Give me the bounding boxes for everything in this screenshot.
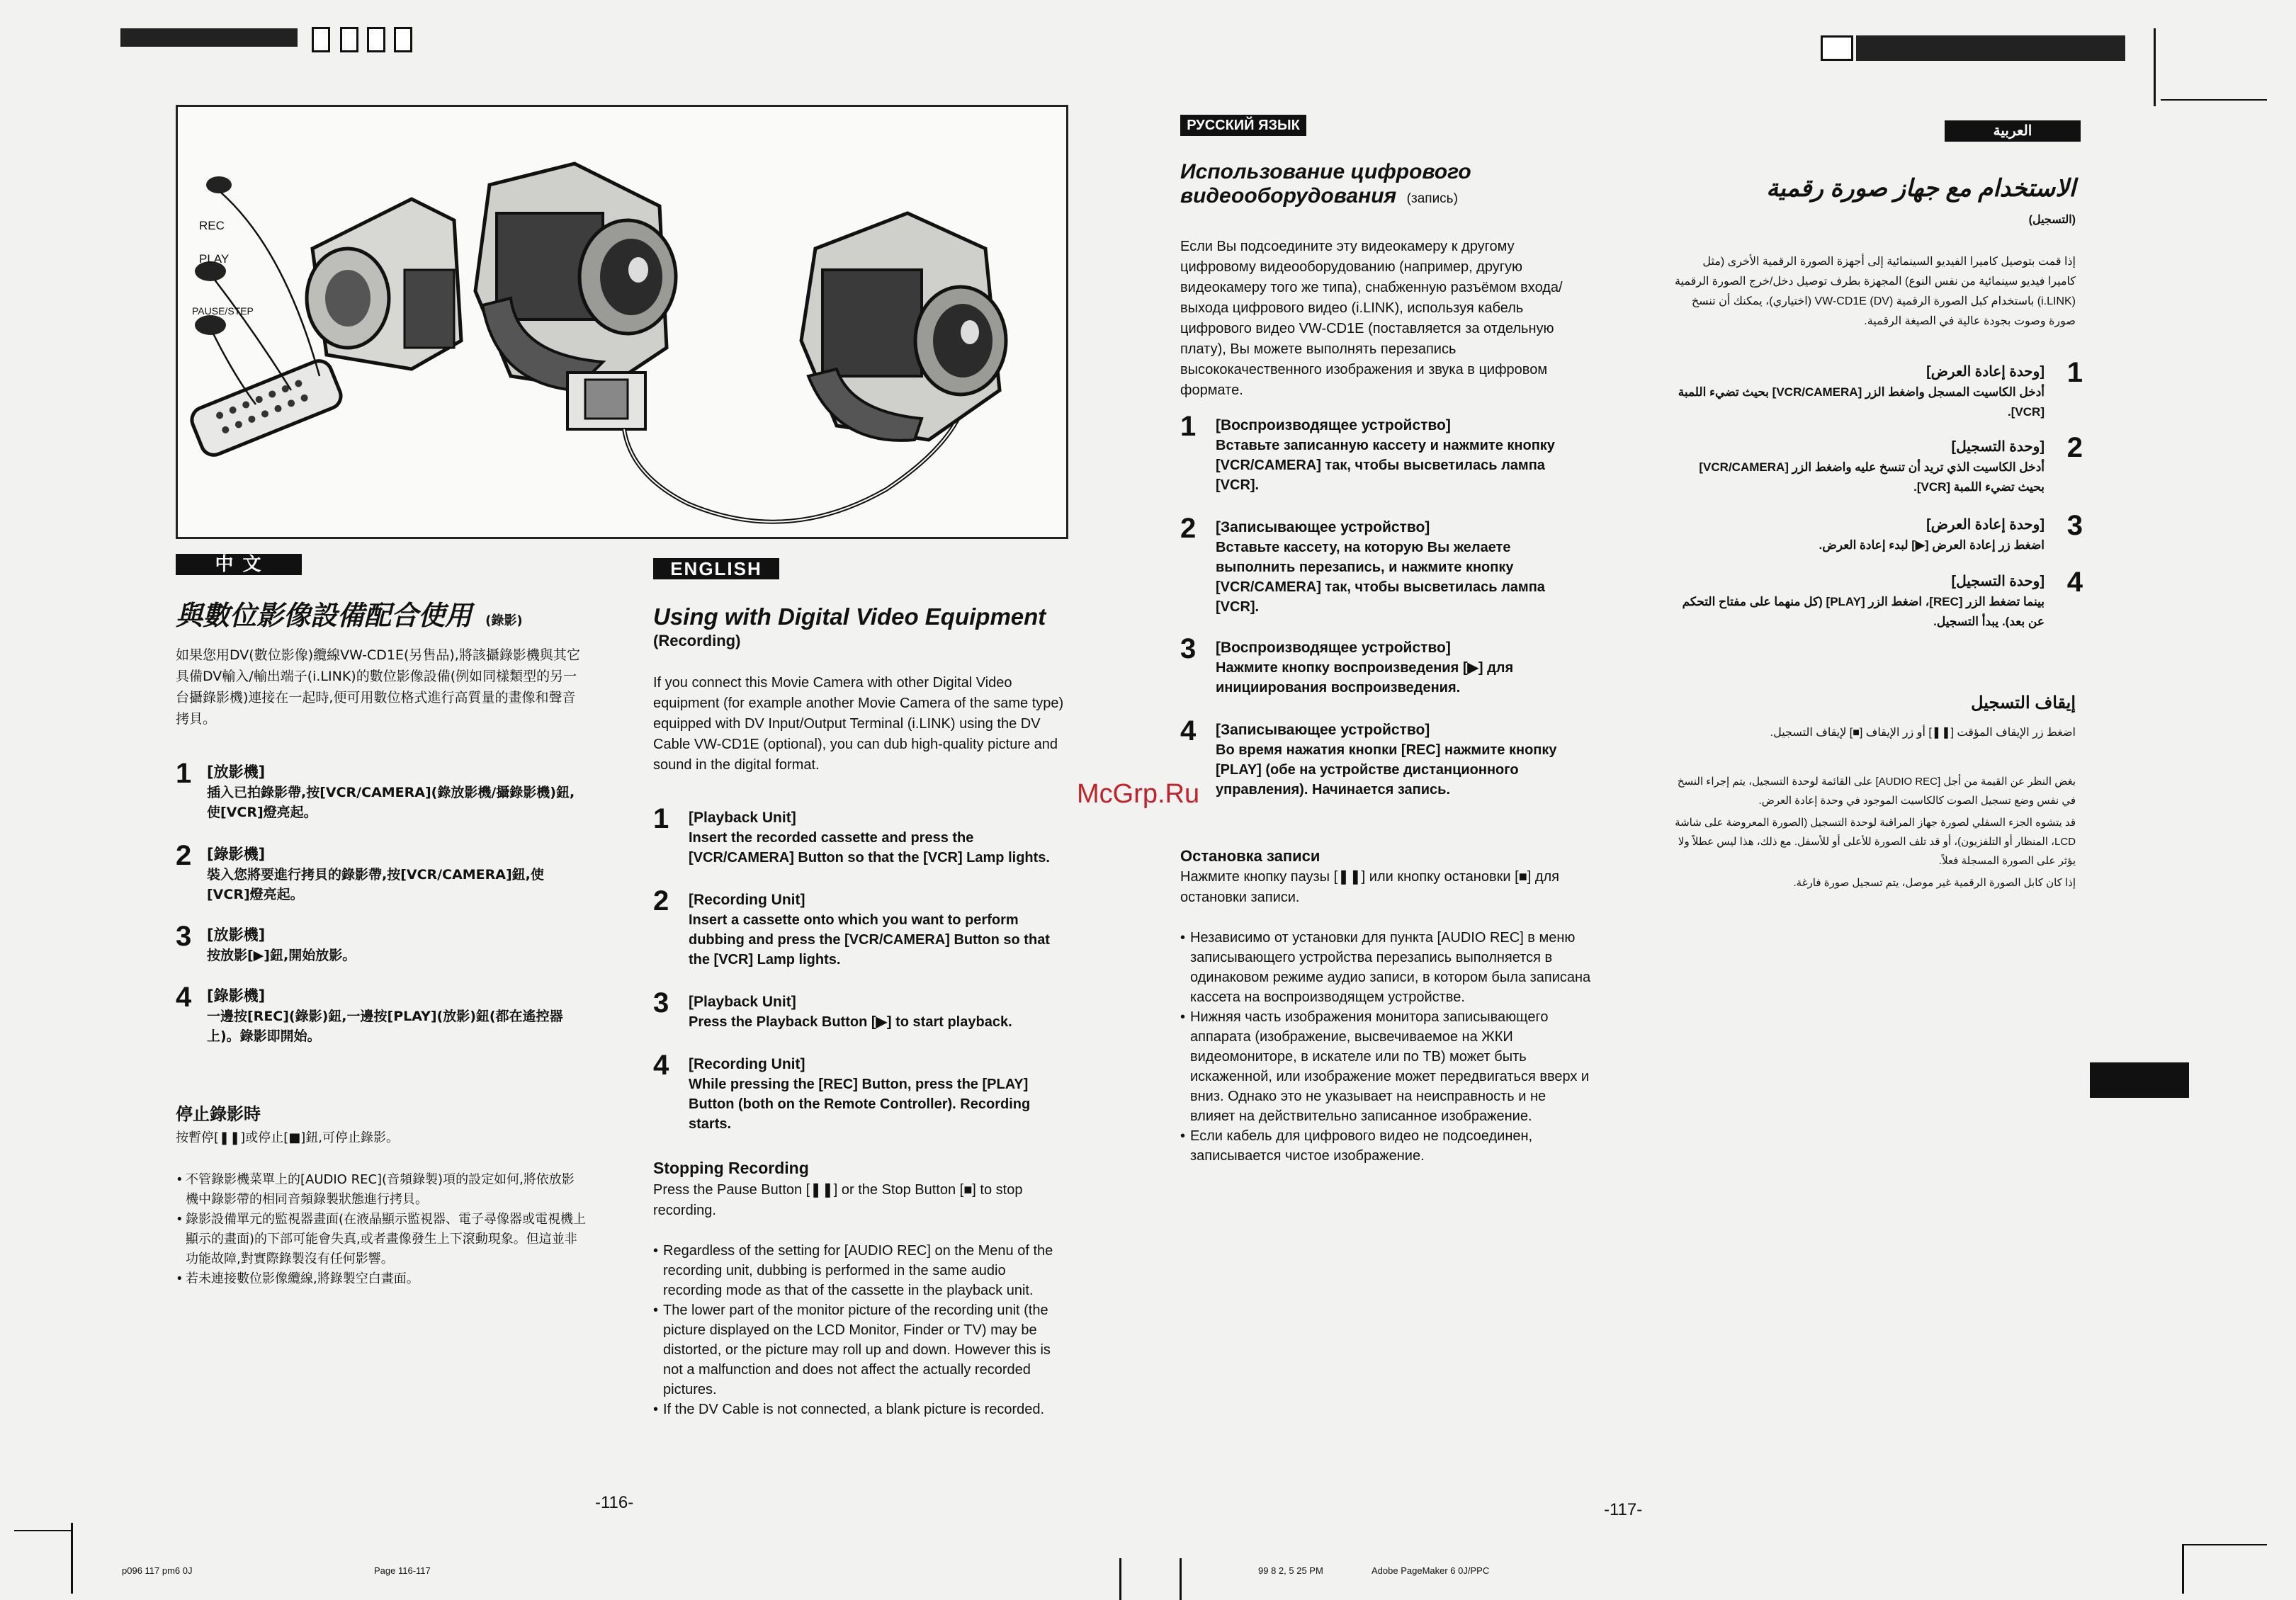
arabic-intro: إذا قمت بتوصيل كاميرا الفيديو السينمائية إلى أجهزة الصورة الرقمية الأخرى (مثل كاميرا فيديو سينمائية من نفس النوع) المجهزة بطرف توصيل دخل/خرج الصورة الرقمية (i.LINK) باستخدام كبل الصورة الرقمية VW-CD1E (DV) (اختياري)، يمكنك أن تنسخ صورة وصوت بجودة عالية في الصيغة الرقمية.	[1674, 256, 2076, 327]
note: • 不管錄影機菜單上的[AUDIO REC](音頻錄製)項的設定如何,將依放影機中錄影帶的相同音頻錄製狀態進行拷貝。	[176, 1170, 587, 1210]
english-subtitle: (Recording)	[653, 632, 741, 649]
play-label: PLAY	[199, 252, 230, 266]
step-text: أدخل الكاسيت الذي تريد أن تنسخ عليه واضغط الزر [VCR/CAMERA] بحيث تضيء اللمبة [VCR].	[1699, 460, 2045, 494]
step-number: 2	[2066, 432, 2083, 463]
step-heading: [錄影機]	[207, 987, 266, 1004]
step-heading: [Записывающее устройство]	[1216, 722, 1430, 738]
footer-left-page: Page 116-117	[374, 1565, 431, 1576]
russian-title-line2: видеооборудования	[1180, 184, 1397, 208]
chinese-subtitle: (錄影)	[485, 613, 523, 628]
side-tab	[2090, 1062, 2189, 1098]
footer-right-app: Adobe PageMaker 6 0J/PPC	[1372, 1565, 1490, 1576]
crop-mark	[1856, 35, 2125, 61]
chinese-notes	[176, 1170, 587, 1289]
pause-button-callout	[195, 315, 226, 335]
russian-badge: РУССКИЙ ЯЗЫК	[1180, 115, 1306, 136]
step-heading: [錄影機]	[207, 846, 266, 863]
step-text: Insert the recorded cassette and press the [VCR/CAMERA] Button so that the [VCR] Lamp lights.	[689, 830, 1050, 866]
russian-step-1	[1180, 411, 1591, 495]
right-page-number: -117-	[1604, 1500, 1643, 1519]
footer-right-date: 99 8 2, 5 25 PM	[1258, 1565, 1323, 1576]
english-stop-title: Stopping Recording	[653, 1159, 809, 1177]
step-number: 4	[653, 1050, 669, 1081]
step-heading: [Воспроизводящее устройство]	[1216, 417, 1451, 433]
chinese-title	[176, 594, 601, 632]
rec-button-callout	[206, 176, 232, 193]
step-text: 裝入您將要進行拷貝的錄影帶,按[VCR/CAMERA]鈕,使[VCR]燈亮起。	[207, 867, 544, 902]
arabic-badge: العربية	[1945, 120, 2081, 142]
note: • 錄影設備單元的監視器畫面(在液晶顯示監視器、電子尋像器或電視機上顯示的畫面)的下部可能會失真,或者畫像發生上下滾動現象。但這並非功能故障,對實際錄製沒有任何影響。	[176, 1210, 587, 1269]
step-heading: [Записывающее устройство]	[1216, 519, 1430, 535]
step-heading: [Recording Unit]	[689, 1056, 805, 1072]
step-number: 2	[176, 840, 192, 871]
crop-mark	[312, 27, 330, 52]
illustration	[176, 105, 1068, 539]
step-number: 3	[2066, 510, 2083, 541]
arabic-stop-title: إيقاف التسجيل	[1971, 693, 2076, 713]
step-text: Вставьте записанную кассету и нажмите кнопку [VCR/CAMERA] так, чтобы высветилась лампа [VCR].	[1216, 438, 1555, 493]
chinese-step-4	[176, 982, 587, 1046]
step-text: Press the Playback Button [▶] to start playback.	[689, 1014, 1012, 1030]
note: بغض النظر عن القيمة من أجل [AUDIO REC] على القائمة لوحدة التسجيل، يتم إجراء النسخ في نفس وضع تسجيل الصوت كالكاسيت الموجود في وحدة إعادة العرض.	[1677, 776, 2076, 807]
step-number: 1	[2066, 357, 2083, 388]
english-title: Using with Digital Video Equipment	[653, 603, 1046, 630]
camcorder-left	[307, 199, 461, 369]
english-step-4	[653, 1050, 1064, 1134]
english-step-3	[653, 987, 1064, 1032]
crop-mark	[394, 27, 412, 52]
chinese-badge: 中 文	[176, 554, 302, 575]
step-number: 3	[176, 921, 192, 952]
russian-step-3	[1180, 633, 1591, 698]
russian-notes	[1180, 928, 1591, 1166]
left-page-number: -116-	[595, 1493, 634, 1512]
step-heading: [وحدة التسجيل]	[1951, 574, 2045, 589]
step-number: 1	[653, 803, 669, 834]
rec-label: REC	[199, 219, 225, 232]
chinese-step-3	[176, 921, 587, 965]
crop-mark	[120, 28, 298, 47]
step-text: Нажмите кнопку воспроизведения [▶] для инициирования воспроизведения.	[1216, 660, 1514, 696]
step-text: While pressing the [REC] Button, press the [PLAY] Button (both on the Remote Controller). Recording starts.	[689, 1077, 1031, 1132]
crop-mark	[2161, 99, 2267, 101]
note: إذا كان كابل الصورة الرقمية غير موصل، يتم تسجيل صورة فارغة.	[1793, 877, 2076, 889]
chinese-intro: 如果您用DV(數位影像)纜線VW-CD1E(另售品),將該攝錄影機與其它具備DV輸入/輸出端子(i.LINK)的數位影像設備(例如同樣類型的另一台攝錄影機)連接在一起時,便可用數位格式進行高質量的畫像和聲音拷貝。	[176, 647, 580, 727]
russian-title-line1: Использование цифрового	[1180, 160, 1471, 183]
crop-mark	[1180, 1558, 1182, 1600]
step-number: 3	[653, 987, 669, 1019]
crop-mark	[367, 27, 385, 52]
step-number: 3	[1180, 633, 1197, 664]
step-heading: [放影機]	[207, 764, 266, 781]
crop-mark	[2154, 28, 2156, 106]
step-text: Вставьте кассету, на которую Вы желаете выполнить перезапись, и нажмите кнопку [VCR/CAMERA] так, чтобы высветилась лампа [VCR].	[1216, 540, 1545, 615]
remote-controller	[188, 357, 345, 459]
watermark: McGrp.Ru	[1077, 779, 1200, 809]
note: • Нижняя часть изображения монитора записывающего аппарата (изображение, высвечиваемое на ЖКИ видеомониторе, в искателе или по ТВ) может быть искаженной, или изображение может передвигаться вверх и вниз. Однако это не указывает на неисправность и не влияет на действительно записанное изображение.	[1180, 1007, 1591, 1126]
crop-mark	[14, 1530, 71, 1531]
english-stop-text: Press the Pause Button [❚❚] or the Stop Button [■] to stop recording.	[653, 1182, 1023, 1218]
russian-stop-text: Нажмите кнопку паузы [❚❚] или кнопку остановки [■] для остановки записи.	[1180, 869, 1559, 905]
step-number: 4	[176, 982, 192, 1013]
step-text: أدخل الكاسيت المسجل واضغط الزر [VCR/CAMERA] بحيث تضيء اللمبة [VCR].	[1678, 385, 2045, 419]
footer-left-file: p096 117 pm6 0J	[122, 1565, 193, 1576]
crop-mark	[1119, 1558, 1121, 1600]
russian-subtitle: (запись)	[1406, 191, 1458, 206]
step-number: 2	[1180, 513, 1197, 544]
russian-stop-title: Остановка записи	[1180, 847, 1321, 865]
step-text: اضغط زر إعادة العرض [▶] لبدء إعادة العرض.	[1819, 538, 2045, 552]
english-step-2	[653, 885, 1064, 970]
step-number: 1	[1180, 411, 1197, 442]
crop-mark	[2182, 1544, 2267, 1545]
step-heading: [وحدة إعادة العرض]	[1926, 517, 2045, 533]
crop-mark	[2182, 1544, 2184, 1594]
step-number: 2	[653, 885, 669, 917]
english-step-1	[653, 803, 1064, 868]
arabic-stop-text: اضغط زر الإيقاف المؤقت [❚❚] أو زر الإيقاف [■] لإيقاف التسجيل.	[1770, 727, 2076, 739]
step-heading: [Playback Unit]	[689, 994, 796, 1010]
step-number: 4	[1180, 715, 1197, 747]
arabic-step-4	[1672, 567, 2083, 632]
chinese-title-text: 與數位影像設備配合使用	[176, 600, 473, 631]
step-heading: [Recording Unit]	[689, 892, 805, 908]
step-heading: [放影機]	[207, 926, 266, 943]
chinese-stop-text: 按暫停[❚❚]或停止[■]鈕,可停止錄影。	[176, 1130, 399, 1145]
step-heading: [Playback Unit]	[689, 810, 796, 826]
russian-step-2	[1180, 513, 1591, 617]
step-number: 4	[2066, 567, 2083, 598]
note: • If the DV Cable is not connected, a blank picture is recorded.	[653, 1400, 1064, 1419]
note: • The lower part of the monitor picture of the recording unit (the picture displayed on the LCD Monitor, Finder or TV) may be distorted, or the picture may roll up and down. However this is not a malfunction and does not affect the actually recorded pictures.	[653, 1300, 1064, 1400]
note: • Независимо от установки для пункта [AUDIO REC] в меню записывающего устройства перезапись выполняется в одинаковом режиме аудио записи, в котором была записана кассета на воспроизводящем устройстве.	[1180, 928, 1591, 1007]
arabic-subtitle: (التسجيل)	[2028, 214, 2076, 226]
arabic-step-2	[1672, 432, 2083, 497]
russian-step-4	[1180, 715, 1591, 800]
step-text: 按放影[▶]鈕,開始放影。	[207, 948, 356, 963]
step-text: 插入已拍錄影帶,按[VCR/CAMERA](錄放影機/攝錄影機)鈕,使[VCR]燈亮起。	[207, 785, 575, 820]
step-text: بينما تضغط الزر [REC]، اضغط الزر [PLAY] (كل منهما على مفتاح التحكم عن بعد). يبدأ التسجيل.	[1682, 595, 2045, 628]
arabic-step-1	[1672, 357, 2083, 422]
arabic-title: الاستخدام مع جهاز صورة رقمية	[1766, 175, 2076, 202]
step-heading: [Воспроизводящее устройство]	[1216, 640, 1451, 656]
step-number: 1	[176, 758, 192, 789]
english-badge: ENGLISH	[653, 558, 779, 579]
note: • Regardless of the setting for [AUDIO REC] on the Menu of the recording unit, dubbing is performed in the same audio recording mode as that of the cassette in the playback unit.	[653, 1241, 1064, 1300]
chinese-step-1	[176, 758, 587, 822]
camcorder-right	[801, 213, 1006, 441]
chinese-step-2	[176, 840, 587, 904]
note: قد يتشوه الجزء السفلي لصورة جهاز المراقبة لوحدة التسجيل (الصورة المعروضة على شاشة LCD، المنظار أو التلفزيون)، أو قد تلف الصورة للأعلى أو للأسفل. مع ذلك، هذا ليس عطلاً ولا يؤثر على الصورة المسجلة فعلاً.	[1675, 817, 2076, 867]
crop-mark	[340, 27, 358, 52]
chinese-stop-title: 停止錄影時	[176, 1104, 261, 1124]
pause-label: PAUSE/STEP	[192, 305, 254, 317]
english-notes	[653, 1241, 1064, 1419]
camcorder-connection-illustration	[178, 107, 1066, 537]
note: • 若未連接數位影像纜線,將錄製空白畫面。	[176, 1269, 587, 1289]
arabic-step-3	[1672, 510, 2083, 555]
step-heading: [وحدة التسجيل]	[1951, 439, 2045, 455]
russian-intro: Если Вы подсоедините эту видеокамеру к другому цифровому видеооборудованию (например, другую видеокамеру того же типа), снабженную разъёмом входа/выхода цифрового видео (i.LINK), используя кабель цифрового видео VW-CD1E (поставляется за отдельную плату), Вы можете выполнять перезапись высококачественного изображения и звука в цифровом формате.	[1180, 239, 1563, 398]
arabic-notes	[1672, 772, 2076, 892]
crop-mark	[1821, 35, 1853, 61]
step-text: 一邊按[REC](錄影)鈕,一邊按[PLAY](放影)鈕(都在遙控器上)。錄影即開始。	[207, 1009, 563, 1044]
note: • Если кабель для цифрового видео не подсоединен, записывается чистое изображение.	[1180, 1126, 1591, 1166]
russian-title	[1180, 160, 1605, 208]
step-text: Insert a cassette onto which you want to perform dubbing and press the [VCR/CAMERA] Button so that the [VCR] Lamp lights.	[689, 912, 1050, 968]
camcorder-middle	[475, 164, 676, 429]
step-text: Во время нажатия кнопки [REC] нажмите кнопку [PLAY] (обе на устройстве дистанционного управления). Начинается запись.	[1216, 742, 1557, 798]
english-intro: If you connect this Movie Camera with other Digital Video equipment (for example another Movie Camera of the same type) equipped with DV Input/Output Terminal (i.LINK) using the DV Cable VW-CD1E (optional), you can dub high-quality picture and sound in the digital format.	[653, 675, 1064, 773]
crop-mark	[71, 1523, 73, 1594]
step-heading: [وحدة إعادة العرض]	[1926, 364, 2045, 380]
